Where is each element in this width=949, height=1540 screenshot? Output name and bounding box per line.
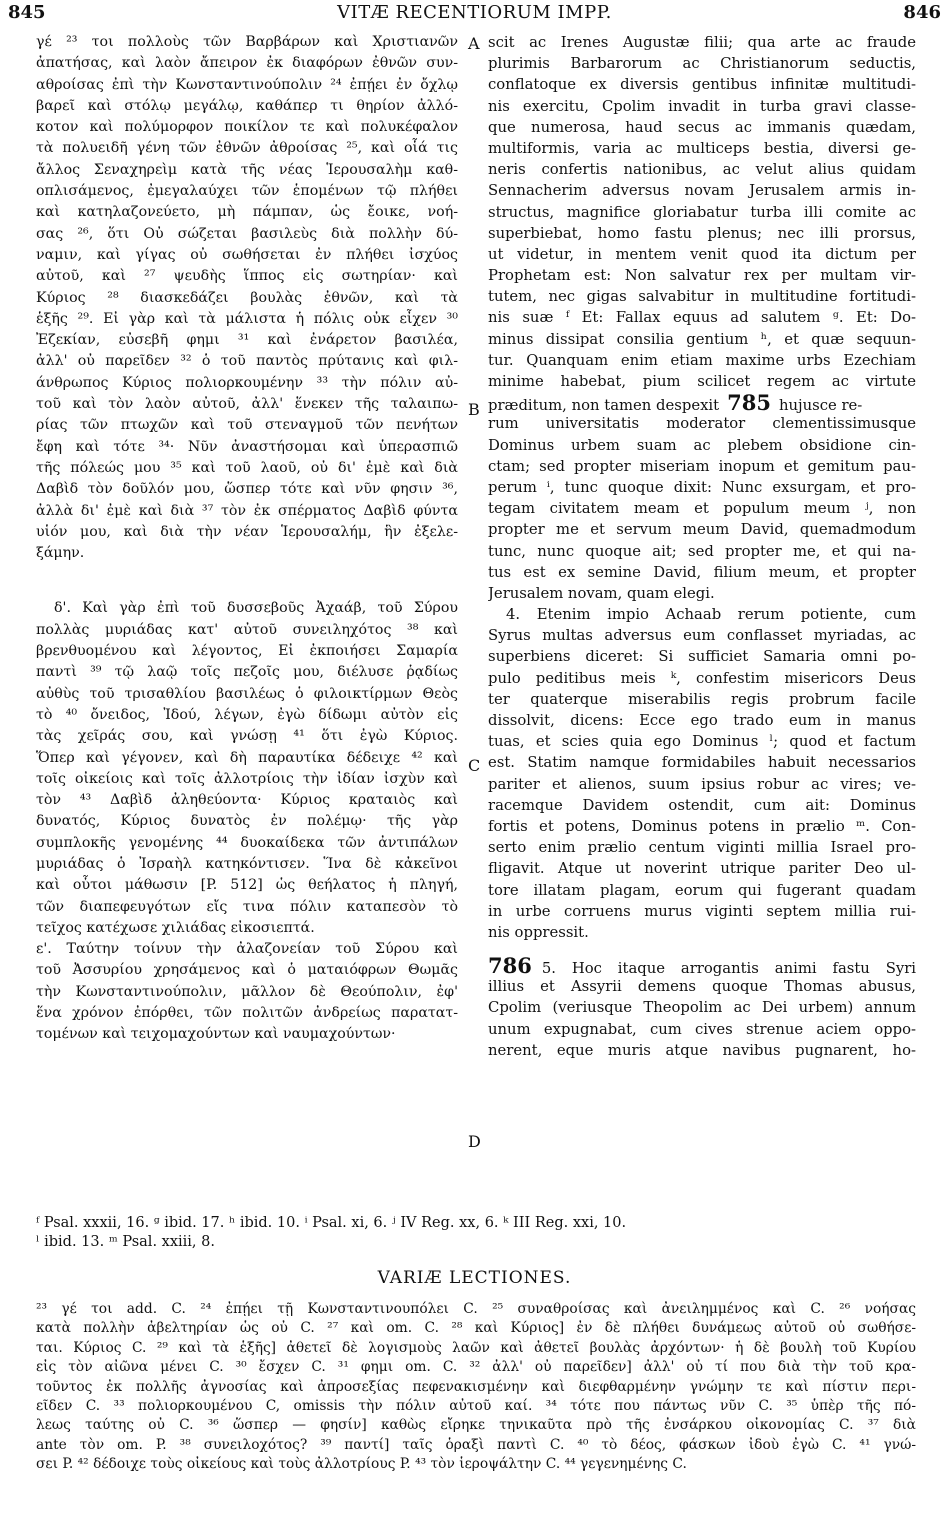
greek-paragraph-top <box>36 32 458 564</box>
greek-line: πολλὰς μυριάδας κατ' αὐτοῦ συνειληχότος ³⁸ καὶ <box>36 621 458 638</box>
footnote-line: ᶠ Psal. xxxii, 16. ᵍ ibid. 17. ʰ ibid. 10. ⁱ Psal. xi, 6. ʲ IV Reg. xx, 6. ᵏ III Reg. xxi, 10. <box>36 1215 627 1231</box>
latin-line: Prophetam est: Non salvatur rex per multam vir- <box>488 267 916 285</box>
greek-line: τοῖς οἰκείοις καὶ τοῖς ἀλλοτρίοις τὴν ἰδίαν ἰσχὺν καὶ <box>36 770 458 787</box>
latin-line: minime habebat, pium scilicet regem ac virtute <box>488 373 916 390</box>
latin-line: Dominus urbem suam ac plebem obsidione cin- <box>488 436 916 454</box>
greek-line: ἀπατήσας, καὶ λαὸν ἄπειρον ἐκ διαφόρων ἐθνῶν συν- <box>36 55 458 72</box>
greek-line: τῶν διαπεφευγότων εἴς τινα πόλιν καταπεσὸν τὸ <box>36 898 458 915</box>
greek-line: ἔφη καὶ τότε ³⁴· Νῦν ἀναστήσομαι καὶ ὑπερασπιῶ <box>36 438 458 455</box>
greek-line: τὰ πολυειδῆ γένη τῶν ἐθνῶν ἀθροίσας ²⁵, καὶ οἷά τις <box>36 140 458 157</box>
greek-line: συμπλοκῆς γενομένης ⁴⁴ δυοκαίδεκα τῶν ἀντιπάλων <box>36 834 458 851</box>
latin-line: multiformis, varia ac multiceps bestia, diversi ge- <box>488 139 916 157</box>
greek-line: Ὅπερ καὶ γέγονεν, καὶ δὴ παραυτίκα δέδειχε ⁴² καὶ <box>36 749 458 766</box>
greek-line: κοτον καὶ πολύμορφον ποικίλον τε καὶ πολυκέφαλον <box>36 119 458 136</box>
margin-letter-a: A <box>468 34 480 53</box>
latin-line: rum universitatis moderator clementissimusque <box>488 415 916 433</box>
latin-line: ut videtur, in mentem venit quod ita dictum per <box>488 245 916 263</box>
latin-line-text: hujusce re- <box>778 397 863 414</box>
latin-line: perum ⁱ, tunc quoque dixit: Nunc exsurgam, et pro- <box>488 478 916 496</box>
latin-line: minus dissipat consilia gentium ʰ, et quæ sequun- <box>488 330 916 348</box>
page-number-right: 846 <box>903 2 941 23</box>
running-title: VITÆ RECENTIORUM IMPP. <box>337 2 612 23</box>
greek-line: βαρεῖ καὶ στόλῳ μεγάλῳ, καθάπερ τι θηρίον ἀλλό- <box>36 97 458 114</box>
greek-line: Δαβὶδ τὸν δοῦλόν μου, ὥσπερ τότε καὶ νῦν φησιν ³⁶, <box>36 481 458 498</box>
latin-line: tuas, et scies quia ego Dominus ˡ; quod et factum <box>488 733 916 751</box>
variae-line: εῖδεν C. ³³ πολιορκουμένου C, omissis τὴν πόλιν αὐτοῦ καί. ³⁴ τότε που πάντως νῦν C. ³⁵ ὑπὲρ τῆς πό- <box>36 1397 916 1414</box>
latin-line: est. Statim namque formidabiles habuit necessarios <box>488 754 916 772</box>
page-number-785: 785 <box>727 392 771 414</box>
margin-letter-d: D <box>468 1132 481 1151</box>
variae-line: ante τὸν om. P. ³⁸ συνειλοχότος? ³⁹ παντί] ταῖς ὁραξὶ παντὶ C. ⁴⁰ τὸ δέος, φάσκων ἰδοὺ ἐγὼ C. ⁴¹ γνώ- <box>36 1436 916 1453</box>
latin-line: pulo peditibus meis ᵏ, confestim misericors Deus <box>488 669 916 687</box>
latin-line: racemque Davidem ostendit, cum ait: Dominus <box>488 796 916 814</box>
latin-line: Syrus multas adversus eum conflasset myriadas, ac <box>488 627 916 645</box>
greek-line: βρενθυομένου καὶ λέγοντος, Εἰ ἐκποιήσει Σαμαρία <box>36 643 458 660</box>
latin-line: tunc, nunc quoque ait; sed propter me, et qui na- <box>488 542 916 560</box>
latin-line: nis oppressit. <box>488 923 589 941</box>
latin-line: que numerosa, haud secus ac immanis quædam, <box>488 118 916 136</box>
greek-line: ἄλλος Σεναχηρεὶμ κατὰ τῆς νέας Ἱερουσαλὴμ καθ- <box>36 161 458 178</box>
margin-letter-c: C <box>468 756 481 775</box>
latin-line <box>488 955 916 976</box>
latin-line: scit ac Irenes Augustæ filii; qua arte ac fraude <box>488 34 916 51</box>
latin-line: tus est ex semine David, filium meum, et propter <box>488 563 916 581</box>
latin-line: Jerusalem novam, quam elegi. <box>488 584 715 602</box>
greek-line: αθροίσας ἐπὶ τὴν Κωνσταντινούπολιν ²⁴ ἐπῄει ἐν ὄχλῳ <box>36 76 458 93</box>
latin-line: superbiens diceret: Si sufficiet Samaria omni po- <box>488 648 916 666</box>
latin-line-text: præditum, non tamen despexit <box>488 397 720 414</box>
latin-line: illius et Assyrii demens quoque Thomas abusus, <box>488 978 916 996</box>
greek-line: τεῖχος κατέχωσε χιλιάδας εἰκοσιεπτά. <box>36 919 315 936</box>
footnote-line: ˡ ibid. 13. ᵐ Psal. xxiii, 8. <box>36 1234 215 1250</box>
latin-line: propter me et servum meum David, quemadmodum <box>488 521 916 539</box>
greek-column <box>36 32 458 1046</box>
latin-line: tutem, nec gigas salvabitur in multitudine fortitudi- <box>488 288 916 306</box>
latin-line: nerent, eque muris atque navibus pugnarent, ho- <box>488 1041 916 1059</box>
greek-line: ναμιν, καὶ γίγας οὐ σωθήσεται ἐν πλήθει ἰσχύος <box>36 246 458 263</box>
variae-line: λεως ταύτης οὐ C. ³⁶ ὥσπερ — φησίν] καθὼς εἴρηκε τηνικαῦτα πρὸ τῆς ἐνσάρκου οἰκονομίας C. ³⁷ διὰ <box>36 1417 916 1434</box>
variae-line: κατὰ πολλὴν ἀβελτηρίαν ὡς οὐ C. ²⁷ καὶ om. C. ²⁸ καὶ Κύριος] ἐν δὲ πλήθει δυνάμεως αὐτοῦ οὐ σωθήσε- <box>36 1320 916 1337</box>
greek-line: ἀλλ' οὐ παρεῖδεν ³² ὁ τοῦ παντὸς πρύτανις καὶ φιλ- <box>36 353 458 370</box>
greek-line: υἱόν μου, καὶ διὰ τὴν νέαν Ἱερουσαλήμ, ἣν ἐξελε- <box>36 523 458 540</box>
greek-line: ἀλλὰ δι' ἐμὲ καὶ διὰ ³⁷ τὸν ἐκ σπέρματος Δαβὶδ φύντα <box>36 502 458 519</box>
latin-line: nis suæ ᶠ Et: Fallax equus ad salutem ᵍ. Et: Do- <box>488 309 916 327</box>
variae-lectiones <box>36 1300 916 1475</box>
latin-line: fortis et potens, Dominus potens in prælio ᵐ. Con- <box>488 817 916 835</box>
latin-line: serto enim prælio centum viginti millia Israel pro- <box>488 839 916 857</box>
page-number-786: 786 <box>488 955 532 977</box>
greek-line: τὰς χεῖράς σου, καὶ γνώσῃ ⁴¹ ὅτι ἐγὼ Κύριος. <box>36 728 458 745</box>
greek-line: τοῦ Ἀσσυρίου χρησάμενος καὶ ὁ ματαιόφρων Θωμᾶς <box>36 962 458 979</box>
latin-paragraph-top <box>488 32 916 604</box>
greek-line: τὴν Κωνσταντινούπολιν, μᾶλλον δὲ Θεούπολιν, ἐφ' <box>36 983 458 1000</box>
running-header <box>8 2 941 26</box>
latin-line-text: 5. Hoc itaque arrogantis animi fastu Syri <box>541 960 916 977</box>
greek-line: μυριάδας ὁ Ἰσραὴλ κατηκόντισεν. Ἵνα δὲ κἀκεῖνοι <box>36 855 458 872</box>
variae-line: ²³ γέ τοι add. C. ²⁴ ἐπῄει τῇ Κωνσταντινουπόλει C. ²⁵ συναθροίσας καὶ ἀνειλημμένος καὶ C. ²⁶ νοήσας <box>36 1301 916 1317</box>
greek-line: παντὶ ³⁹ τῷ λαῷ τοῖς πεζοῖς μου, διέλυσε ῥᾳδίως <box>36 664 458 681</box>
latin-column <box>488 32 916 1061</box>
latin-line <box>488 392 916 413</box>
latin-paragraph-bottom <box>488 604 916 943</box>
greek-line: Ἐζεκίαν, εὐσεβῆ φημι ³¹ καὶ ἐνάρετον βασιλέα, <box>36 332 458 349</box>
greek-line: δυνατός, Κύριος δυνατὸς ἐν πολέμῳ· τῆς γὰρ <box>36 813 458 830</box>
variae-line: σει P. ⁴² δέδοιχε τοὺς οἰκείους καὶ τοὺς ἀλλοτρίους P. ⁴³ τὸν ἱεροψάλτην C. ⁴⁴ γεγενημένης C. <box>36 1456 687 1473</box>
latin-line: tur. Quanquam enim etiam maxime urbs Ezechiam <box>488 351 916 369</box>
footnotes <box>36 1214 916 1252</box>
greek-line: οπλισάμενος, ἐμεγαλαύχει τῶν ἑπομένων τῷ πλήθει <box>36 183 458 200</box>
latin-line: unum expugnabat, cum cives strenue aciem oppo- <box>488 1020 916 1038</box>
latin-line: plurimis Barbarorum ac Christianorum seductis, <box>488 55 916 73</box>
latin-line: tegam civitatem meam et populum meum ʲ, non <box>488 500 916 518</box>
greek-line: ε'. Ταύτην τοίνυν τὴν ἀλαζονείαν τοῦ Σύρου καὶ <box>36 941 458 958</box>
page-number-left: 845 <box>8 2 46 23</box>
greek-line: τὸ ⁴⁰ ὄνειδος, Ἰδού, λέγων, ἐγὼ δίδωμι αὐτὸν εἰς <box>36 706 458 723</box>
latin-line: nis exercitu, Cpolim invadit in turba gravi classe- <box>488 97 916 115</box>
latin-line: 4. Etenim impio Achaab rerum potiente, cum <box>506 606 916 624</box>
latin-line: neris confertis nationibus, ac velut alius quidam <box>488 161 916 179</box>
greek-line: καὶ κατηλαζονεύετο, μὴ πάμπαν, ὡς ἔοικε, νοή- <box>36 204 458 221</box>
greek-line: τὸν ⁴³ Δαβὶδ ἀληθεύοντα· Κύριος κραταιὸς καὶ <box>36 792 458 809</box>
latin-line: ter quaterque miserabilis regis probrum facile <box>488 690 916 708</box>
greek-line: άνθρωπος Κύριος πολιορκουμένην ³³ τὴν πόλιν αὐ- <box>36 374 458 391</box>
latin-line: ctam; sed propter miseriam inopum et gemitum pau- <box>488 457 916 475</box>
greek-line: τῆς πόλεώς μου ³⁵ καὶ τοῦ λαοῦ, οὐ δι' ἐμὲ καὶ διὰ <box>36 459 458 476</box>
greek-paragraph-bottom <box>36 598 458 1045</box>
greek-line: αὐθὺς τοῦ τρισαθλίου βασιλέως ὁ φιλοικτίρμων Θεὸς <box>36 685 458 702</box>
greek-line: τοῦ καὶ τὸν λαὸν αὐτοῦ, ἀλλ' ἕνεκεν τῆς ταλαιπω- <box>36 396 458 413</box>
variae-line: ται. Κύριος C. ²⁹ καὶ τὰ ἑξῆς] ἀθετεῖ δὲ λογισμοὺς λαῶν καὶ ἀθετεῖ βουλὰς ἀρχόντων· ἡ δὲ βουλὴ τοῦ Κυρίου <box>36 1339 916 1356</box>
greek-line: ρίας τῶν πτωχῶν καὶ τοῦ στεναγμοῦ τῶν πενήτων <box>36 417 458 434</box>
latin-paragraph-section5 <box>488 955 916 1061</box>
greek-line: δ'. Καὶ γὰρ ἐπὶ τοῦ δυσσεβοῦς Ἀχαάβ, τοῦ Σύρου <box>54 600 458 617</box>
variae-lectiones-title: VARIÆ LECTIONES. <box>377 1268 572 1288</box>
greek-line: τομένων καὶ τειχομαχούντων καὶ ναυμαχούντων· <box>36 1026 396 1043</box>
latin-line: dissolvit, dicens: Ecce ego trado eum in manus <box>488 712 916 729</box>
latin-line: conflatoque ex diversis gentibus infinitæ multitudi- <box>488 76 916 94</box>
latin-line: in urbe corruens murus viginti septem millia rui- <box>488 902 916 920</box>
greek-line: ξάμην. <box>36 545 85 562</box>
margin-letter-b: B <box>468 400 480 419</box>
latin-line: structus, magnifice gloriabatur turba illi comite ac <box>488 203 916 221</box>
latin-line: pariter et alienos, suum ipsius robur ac vires; ve- <box>488 775 916 793</box>
latin-line: tore illatam plagam, eorum qui fugerant quadam <box>488 881 916 899</box>
greek-line: σας ²⁶, ὅτι Οὐ σώζεται βασιλεὺς διὰ πολλὴν δύ- <box>36 225 458 242</box>
variae-line: τοῦντος ἐκ πολλῆς ἀγνοσίας καὶ ἀπροσεξίας πεφενακισμένην καὶ διεφθαρμένην γνώμην τε καὶ πίστιν περι- <box>36 1378 916 1395</box>
greek-line: καὶ οὗτοι μάθωσιν [P. 512] ὡς θεήλατος ἡ πληγή, <box>36 877 458 894</box>
greek-line: Κύριος ²⁸ διασκεδάζει βουλὰς ἐθνῶν, καὶ τὰ <box>36 289 458 306</box>
greek-line: ἕνα χρόνον ἐπόρθει, τῶν πολιτῶν ἀνδρείως παρατατ- <box>36 1005 458 1022</box>
greek-line: ἑξῆς ²⁹. Εἰ γὰρ καὶ τὰ μάλιστα ἡ πόλις οὐκ εἶχεν ³⁰ <box>36 310 458 327</box>
greek-line: γέ ²³ τοι πολλοὺς τῶν Βαρβάρων καὶ Χριστιανῶν <box>36 34 458 50</box>
greek-line: αὐτοῦ, καὶ ²⁷ ψευδὴς ἵππος εἰς σωτηρίαν· καὶ <box>36 268 458 285</box>
latin-line: Cpolim (veriusque Theopolim ac Dei urbem) annum <box>488 999 916 1017</box>
variae-line: εἰς τὸν αἰῶνα μένει C. ³⁰ ἔσχεν C. ³¹ φημι om. C. ³² ἀλλ' οὐ παρεῖδεν] ἀλλ' οὐ τί που διὰ τὴν τοῦ κρα- <box>36 1359 916 1376</box>
latin-line: superbiebat, homo fastu plenus; nec illi prorsus, <box>488 224 916 242</box>
latin-line: Sennacherim adversus novam Jerusalem armis in- <box>488 182 916 200</box>
latin-line: fligavit. Atque ut noverint utrique pariter Deo ul- <box>488 860 916 878</box>
